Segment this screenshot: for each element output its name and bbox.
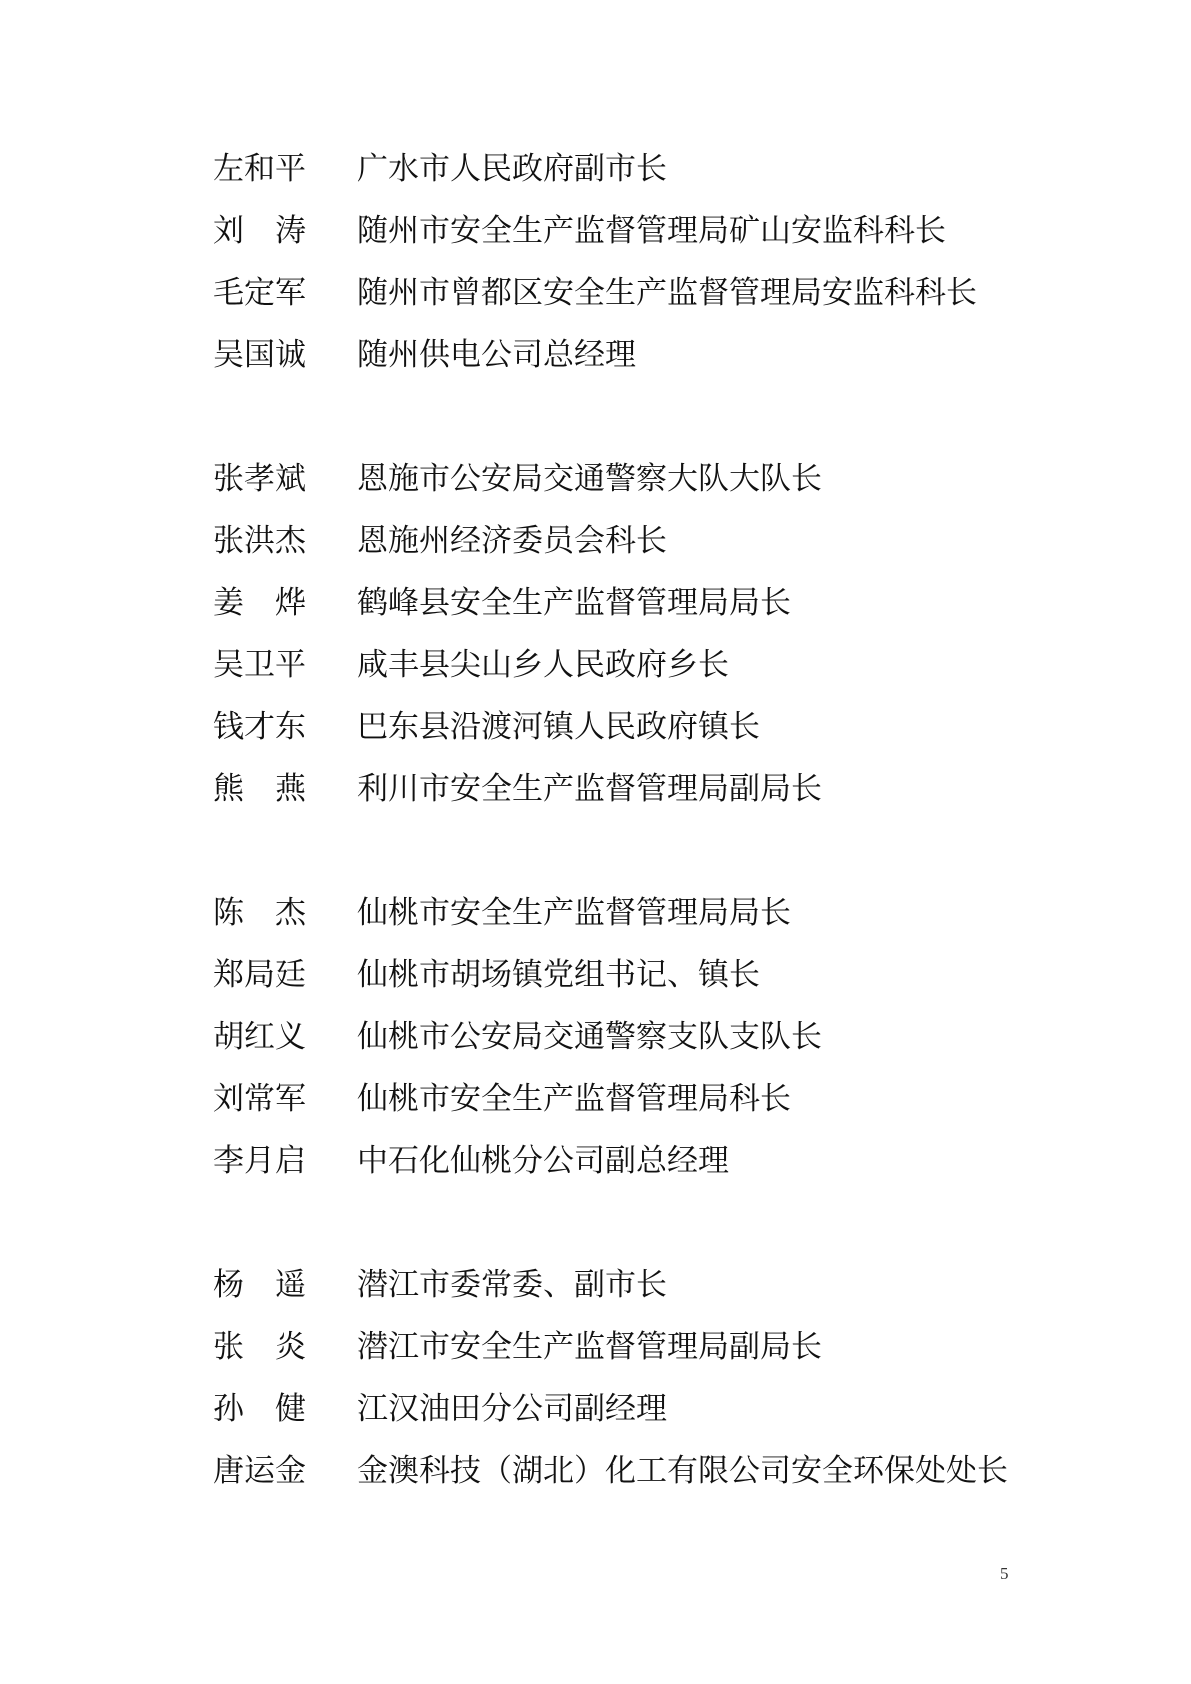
roster-entry [213, 572, 1113, 634]
person-name: 张 炎 [213, 1328, 306, 1365]
person-title: 咸丰县尖山乡人民政府乡长 [357, 646, 729, 683]
person-title: 鹤峰县安全生产监督管理局局长 [357, 584, 791, 621]
person-name: 吴卫平 [213, 646, 306, 683]
person-name: 吴国诚 [213, 336, 306, 373]
person-name: 熊 燕 [213, 770, 306, 807]
person-title: 江汉油田分公司副经理 [357, 1390, 667, 1427]
roster-entry [213, 1316, 1113, 1378]
person-title: 巴东县沿渡河镇人民政府镇长 [357, 708, 760, 745]
person-title: 恩施州经济委员会科长 [357, 522, 667, 559]
person-title: 中石化仙桃分公司副总经理 [357, 1142, 729, 1179]
roster-entry [213, 1068, 1113, 1130]
person-name: 李月启 [213, 1142, 306, 1179]
person-name: 孙 健 [213, 1390, 306, 1427]
person-name: 唐运金 [213, 1452, 306, 1489]
roster-group-1 [213, 138, 1113, 386]
page-number: 5 [1000, 1564, 1009, 1583]
person-title: 仙桃市公安局交通警察支队支队长 [357, 1018, 822, 1055]
person-name: 陈 杰 [213, 894, 306, 931]
person-name: 张洪杰 [213, 522, 306, 559]
roster-entry [213, 448, 1113, 510]
roster-entry [213, 138, 1113, 200]
person-title: 仙桃市安全生产监督管理局局长 [357, 894, 791, 931]
person-title: 潜江市安全生产监督管理局副局长 [357, 1328, 822, 1365]
roster-entry [213, 696, 1113, 758]
person-name: 钱才东 [213, 708, 306, 745]
roster-entry [213, 262, 1113, 324]
roster-entry [213, 882, 1113, 944]
person-name: 刘 涛 [213, 212, 306, 249]
roster-entry [213, 1130, 1113, 1192]
roster-group-4 [213, 1254, 1113, 1502]
person-name: 刘常军 [213, 1080, 306, 1117]
roster-entry [213, 1378, 1113, 1440]
person-title: 恩施市公安局交通警察大队大队长 [357, 460, 822, 497]
roster-entry [213, 324, 1113, 386]
person-title: 随州供电公司总经理 [357, 336, 636, 373]
roster-entry [213, 634, 1113, 696]
person-title: 潜江市委常委、副市长 [357, 1266, 667, 1303]
person-title: 随州市安全生产监督管理局矿山安监科科长 [357, 212, 946, 249]
person-name: 左和平 [213, 150, 306, 187]
person-title: 仙桃市胡场镇党组书记、镇长 [357, 956, 760, 993]
roster-group-3 [213, 882, 1113, 1192]
roster-entry [213, 200, 1113, 262]
roster-entry [213, 510, 1113, 572]
person-title: 广水市人民政府副市长 [357, 150, 667, 187]
roster-entry [213, 1006, 1113, 1068]
person-name: 胡红义 [213, 1018, 306, 1055]
person-name: 张孝斌 [213, 460, 306, 497]
person-title: 金澳科技（湖北）化工有限公司安全环保处处长 [357, 1452, 1008, 1489]
roster-entry [213, 1440, 1113, 1502]
person-name: 郑局廷 [213, 956, 306, 993]
roster-entry [213, 944, 1113, 1006]
person-title: 仙桃市安全生产监督管理局科长 [357, 1080, 791, 1117]
person-title: 随州市曾都区安全生产监督管理局安监科科长 [357, 274, 977, 311]
roster-entry [213, 758, 1113, 820]
person-title: 利川市安全生产监督管理局副局长 [357, 770, 822, 807]
person-name: 姜 烨 [213, 584, 306, 621]
person-name: 毛定军 [213, 274, 306, 311]
roster-group-2 [213, 448, 1113, 820]
roster-entry [213, 1254, 1113, 1316]
person-name: 杨 遥 [213, 1266, 306, 1303]
